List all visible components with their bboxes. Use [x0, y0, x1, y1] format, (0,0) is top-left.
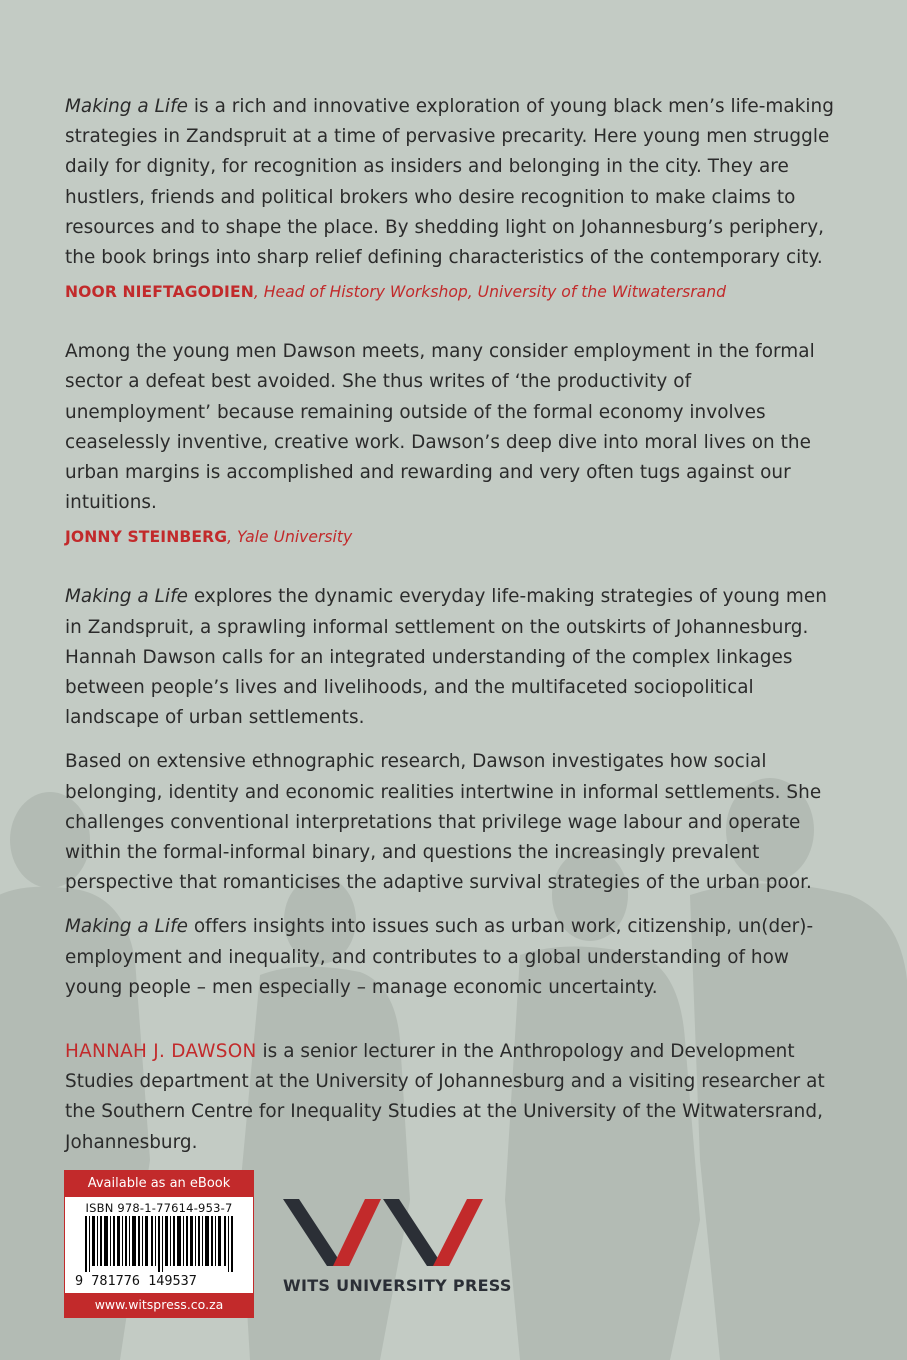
author-name: HANNAH J. DAWSON — [65, 1041, 257, 1063]
blurb-paragraph-3 — [65, 912, 835, 1003]
isbn-barcode-box — [64, 1170, 254, 1318]
back-cover-text — [65, 92, 835, 1158]
blurb-text: explores the dynamic everyday life-making strategies of young men in Zandspruit, a sprawling informal settlement on the outskirts of Johannesburg. Hannah Dawson calls for an integrated understanding of the complex linkages between people’s lives and livelihoods, and the multifaceted sociopolitical landscape of urban settlements. — [65, 586, 827, 729]
review-attribution-1 — [65, 281, 835, 303]
reviewer-affiliation: , Head of History Workshop, University of the Witwatersrand — [253, 283, 727, 302]
blurb-text: Based on extensive ethnographic research, Dawson investigates how social belonging, identity and economic realities intertwine in informal settlements. She challenges conventional interpretations that privilege wage labour and operate within the formal-informal binary, and questions the increasingly prevalent perspective that romanticises the adaptive survival strategies of the urban poor. — [65, 751, 822, 894]
barcode-icon — [85, 1216, 235, 1272]
book-title: Making a Life — [65, 916, 188, 938]
reviewer-name: NOOR NIEFTAGODIEN — [65, 283, 254, 302]
bio-text: is a senior lecturer in the Anthropology and Development Studies department at the University of Johannesburg and a visiting researcher at the Southern Centre for Inequality Studies at the University of the Witwatersrand, Johannesburg. — [65, 1041, 825, 1153]
publisher-website: www.witspress.co.za — [65, 1293, 253, 1317]
author-bio — [65, 1037, 835, 1158]
review-text: Among the young men Dawson meets, many consider employment in the formal sector a defeat best avoided. She thus writes of ‘the productivity of unemployment’ because remaining outside of the formal economy involves ceaselessly inventive, creative work. Dawson’s deep dive into moral lives on the urban margins is accomplished and rewarding and very often tugs against our intuitions. — [65, 341, 815, 514]
publisher-name: WITS UNIVERSITY PRESS — [283, 1276, 512, 1295]
blurb-paragraph-2 — [65, 747, 835, 898]
blurb-paragraph-1 — [65, 582, 835, 733]
ebook-label: Available as an eBook — [65, 1171, 253, 1197]
isbn-number: ISBN 978-1-77614-953-7 — [85, 1201, 233, 1215]
review-quote-2 — [65, 337, 835, 518]
book-title: Making a Life — [65, 586, 188, 608]
review-text: is a rich and innovative exploration of young black men’s life-making strategies in Zandspruit at a time of pervasive precarity. Here young men struggle daily for dignity, for recognition as insiders and belonging in the city. They are hustlers, friends and political brokers who desire recognition to make claims to resources and to shape the place. By shedding light on Johannesburg’s periphery, the book brings into sharp relief defining characteristics of the contemporary city. — [65, 96, 834, 269]
barcode-digits: 9 781776 149537 — [75, 1273, 197, 1289]
wits-w-logo-icon — [283, 1196, 483, 1272]
publisher-logo — [283, 1196, 512, 1300]
book-title: Making a Life — [65, 96, 188, 117]
review-quote-1 — [65, 92, 835, 273]
reviewer-affiliation: , Yale University — [227, 528, 353, 547]
reviewer-name: JONNY STEINBERG — [65, 528, 228, 547]
blurb-text: offers insights into issues such as urban work, citizenship, un(der)-employment and inequality, and contributes to a global understanding of how young people – men especially – manage economic uncertainty. — [65, 916, 814, 998]
review-attribution-2 — [65, 526, 835, 548]
